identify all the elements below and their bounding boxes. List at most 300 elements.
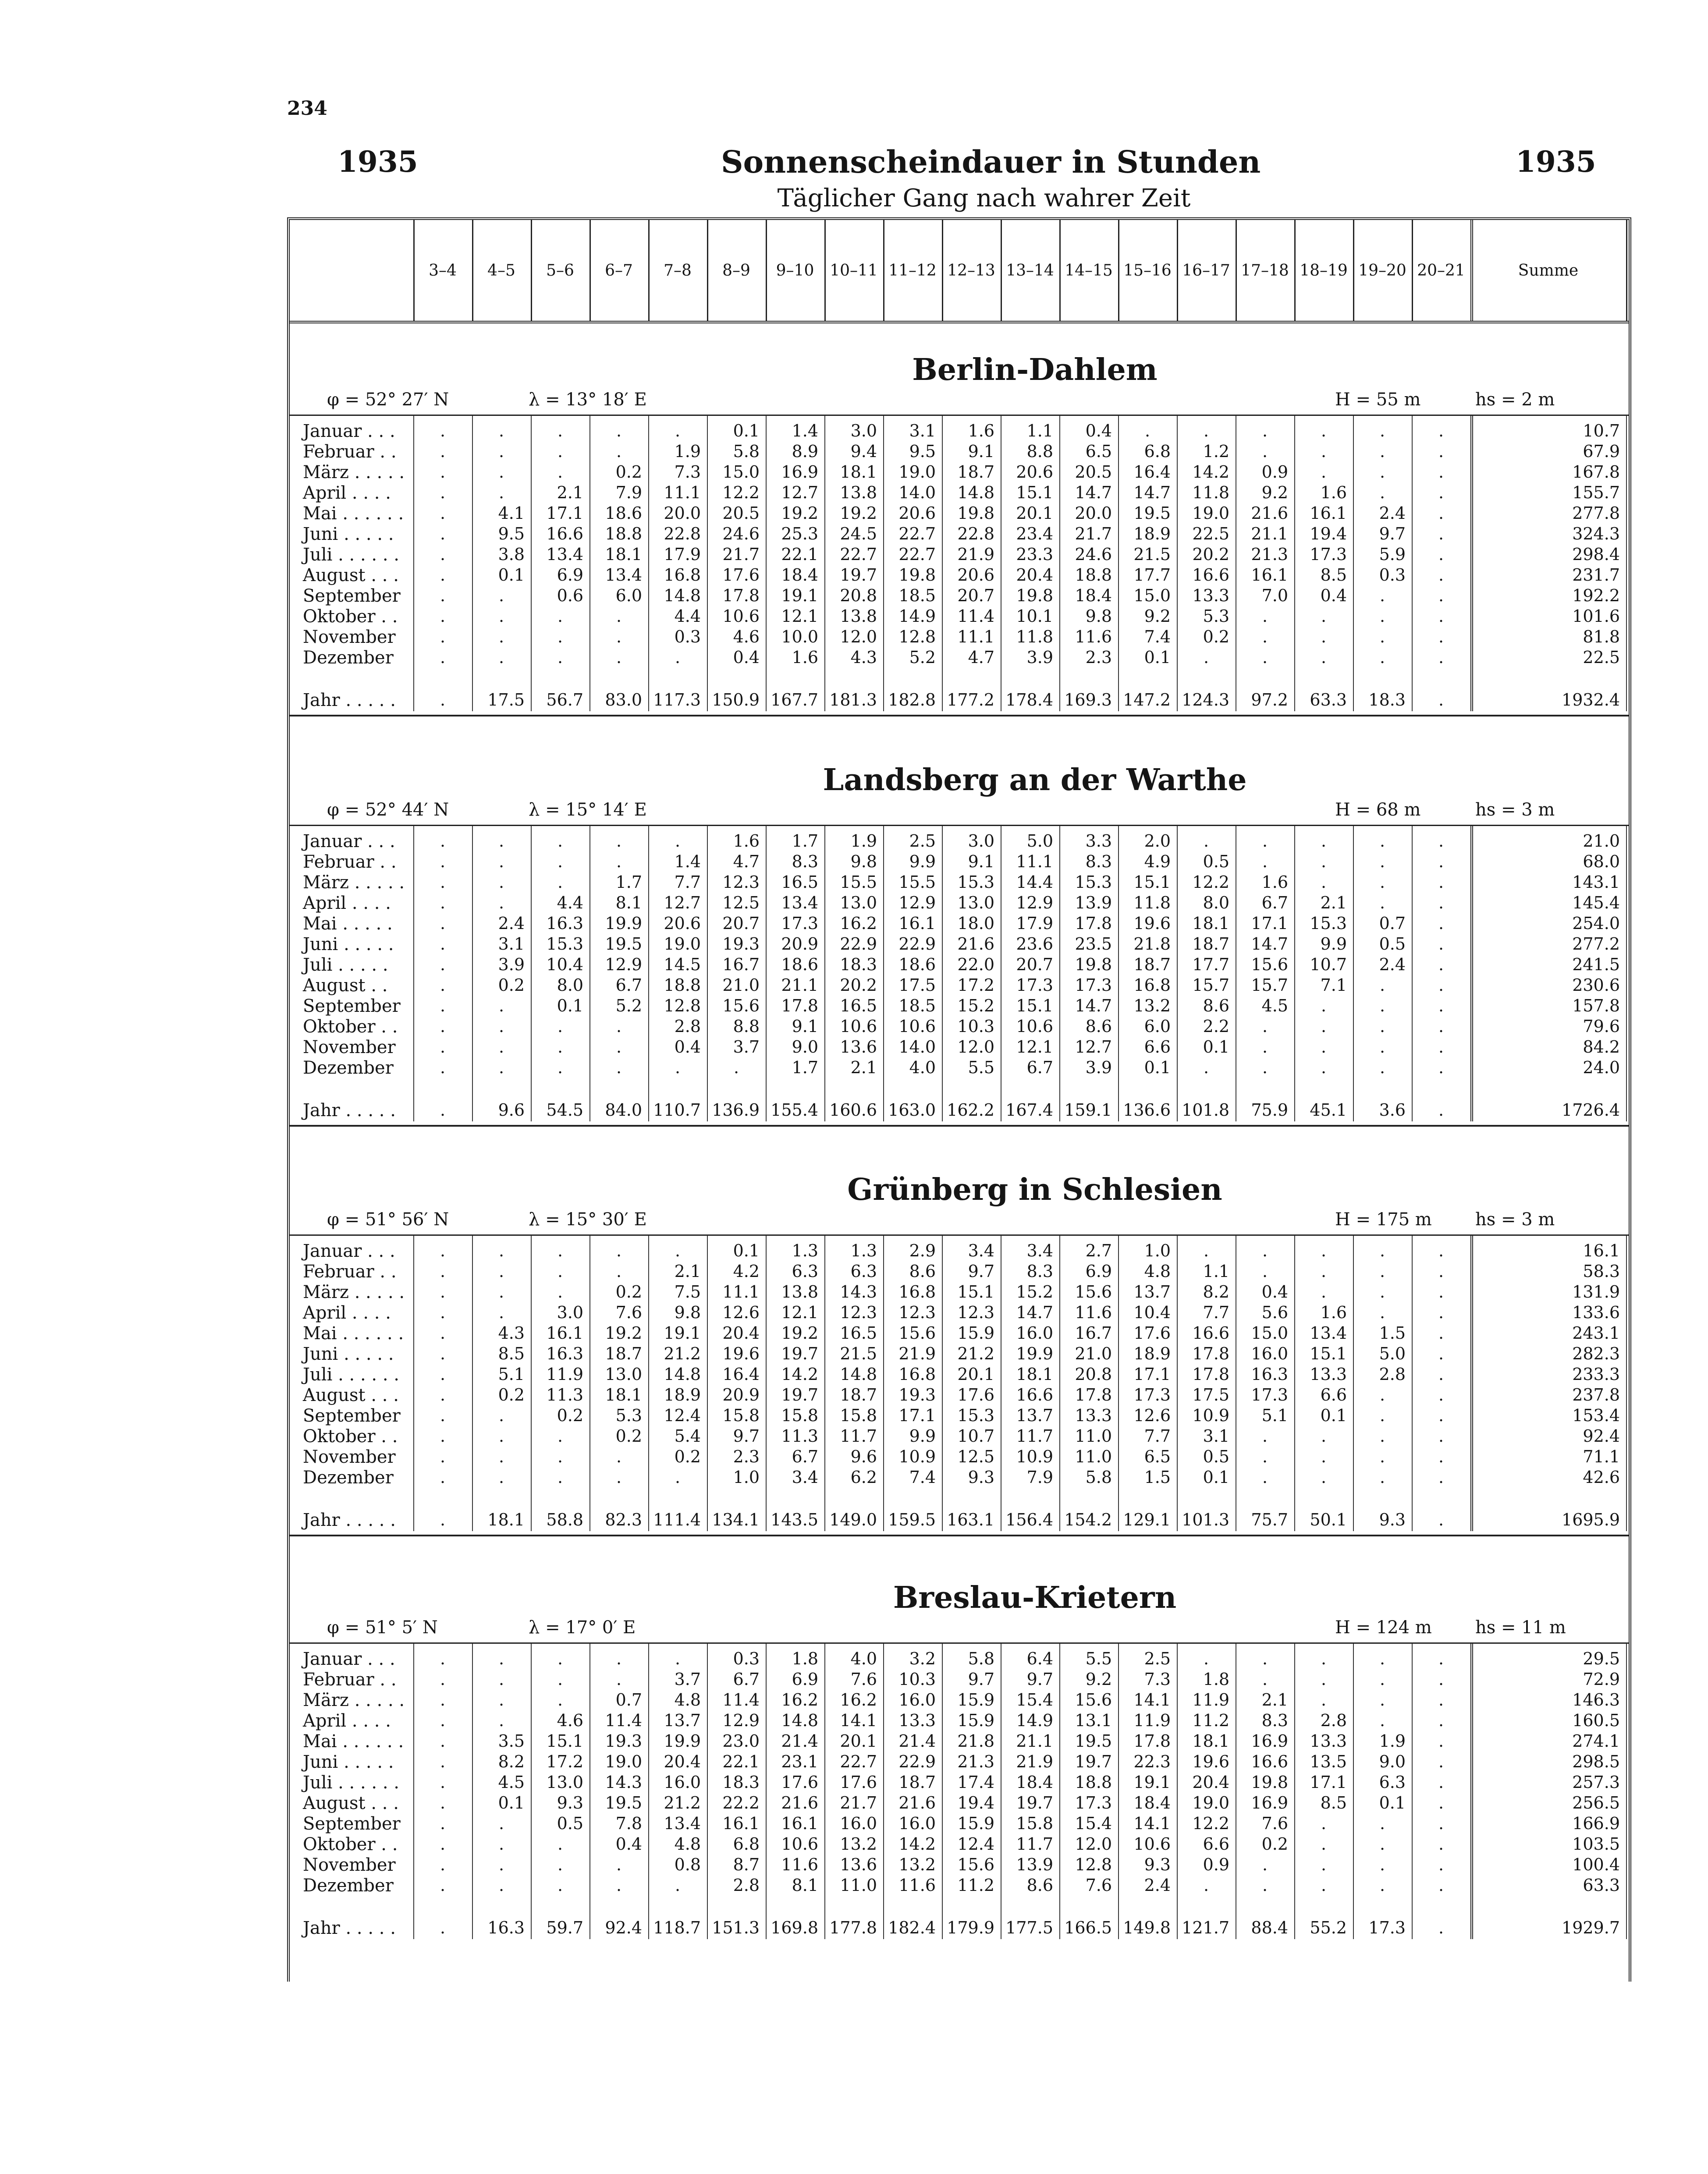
- table-cell: 15.1: [1016, 996, 1053, 1015]
- table-cell: 17.2: [546, 1752, 583, 1771]
- table-cell: .: [557, 442, 563, 461]
- section-separator: [290, 715, 1629, 716]
- column-header: 13–14: [1006, 261, 1054, 280]
- table-cell: 18.0: [957, 914, 994, 933]
- section-rule: [290, 1234, 1629, 1236]
- table-cell: 17.8: [1192, 1344, 1229, 1363]
- table-cell: 10.0: [781, 627, 818, 646]
- section-rule: [290, 415, 1629, 416]
- table-cell: .: [1379, 1406, 1385, 1425]
- table-cell: 230.6: [1572, 975, 1620, 995]
- table-cell: .: [1262, 852, 1268, 871]
- month-row: [290, 1344, 1629, 1365]
- table-cell: 15.6: [898, 1323, 936, 1343]
- table-cell: 19.8: [1251, 1773, 1288, 1792]
- table-cell: 10.7: [1583, 421, 1620, 440]
- table-cell: .: [1379, 1690, 1385, 1709]
- table-cell: 3.1: [1203, 1426, 1229, 1446]
- table-cell: 5.3: [1203, 606, 1229, 626]
- table-cell: 15.9: [957, 1690, 994, 1709]
- table-cell: .: [1438, 1323, 1444, 1343]
- table-cell: .: [616, 442, 622, 461]
- table-cell: 10.4: [1133, 1303, 1171, 1322]
- month-row: [290, 1752, 1629, 1773]
- table-cell: .: [440, 545, 446, 564]
- table-cell: .: [1262, 1426, 1268, 1446]
- table-cell: .: [440, 565, 446, 585]
- table-cell: .: [616, 1447, 622, 1466]
- table-cell: 13.0: [605, 1365, 642, 1384]
- table-cell: .: [1262, 1649, 1268, 1668]
- table-cell: 13.4: [1310, 1323, 1347, 1343]
- table-cell: 97.2: [1251, 690, 1288, 709]
- table-cell: 0.8: [674, 1855, 701, 1874]
- table-cell: 2.8: [1320, 1711, 1347, 1730]
- table-cell: 12.3: [898, 1303, 936, 1322]
- table-cell: .: [1379, 483, 1385, 502]
- column-header: 3–4: [429, 261, 457, 280]
- table-cell: 13.7: [1133, 1282, 1171, 1302]
- table-cell: 16.1: [722, 1814, 760, 1833]
- table-cell: .: [1379, 1241, 1385, 1260]
- table-cell: 19.9: [1016, 1344, 1053, 1363]
- month-row: [290, 1731, 1629, 1752]
- table-cell: 111.4: [653, 1510, 701, 1529]
- table-cell: 22.0: [957, 955, 994, 974]
- row-label: September: [303, 996, 401, 1016]
- table-cell: 14.8: [840, 1365, 877, 1384]
- table-cell: 10.6: [898, 1017, 936, 1036]
- table-cell: 13.3: [898, 1711, 936, 1730]
- table-cell: 7.0: [1261, 586, 1288, 605]
- table-cell: 11.2: [1192, 1711, 1229, 1730]
- table-cell: 12.9: [898, 893, 936, 912]
- table-cell: .: [1321, 1282, 1327, 1302]
- table-cell: 2.0: [1144, 831, 1171, 851]
- table-cell: 18.8: [1075, 565, 1112, 585]
- table-cell: 2.5: [1144, 1649, 1171, 1668]
- table-cell: 22.8: [957, 524, 994, 543]
- table-cell: .: [1262, 1058, 1268, 1077]
- table-cell: .: [1438, 1426, 1444, 1446]
- table-cell: 0.7: [615, 1690, 642, 1709]
- table-cell: 143.5: [771, 1510, 818, 1529]
- table-cell: 10.1: [1016, 606, 1053, 626]
- table-cell: 134.1: [712, 1510, 760, 1529]
- table-cell: .: [1262, 831, 1268, 851]
- table-cell: 103.5: [1572, 1834, 1620, 1854]
- table-cell: .: [557, 648, 563, 667]
- table-cell: 277.2: [1572, 934, 1620, 954]
- row-label: Mai . . . . . .: [303, 1731, 404, 1752]
- table-cell: 0.9: [1261, 462, 1288, 482]
- table-cell: 17.2: [957, 975, 994, 995]
- station-longitude: λ = 17° 0′ E: [529, 1617, 636, 1638]
- table-cell: 146.3: [1572, 1690, 1620, 1709]
- month-row: [290, 1303, 1629, 1323]
- month-row: [290, 627, 1629, 648]
- table-cell: 19.9: [664, 1731, 701, 1751]
- table-cell: 0.5: [1203, 852, 1229, 871]
- table-cell: 7.5: [674, 1282, 701, 1302]
- table-cell: .: [440, 1649, 446, 1668]
- table-cell: 13.9: [1016, 1855, 1053, 1874]
- table-cell: 14.7: [1075, 483, 1112, 502]
- table-cell: 8.6: [1026, 1876, 1053, 1895]
- year-left: 1935: [337, 145, 418, 179]
- table-cell: 1.5: [1379, 1323, 1406, 1343]
- table-cell: 15.3: [546, 934, 583, 954]
- page-subtitle: Täglicher Gang nach wahrer Zeit: [777, 184, 1191, 213]
- table-cell: .: [498, 893, 504, 912]
- table-cell: 20.4: [1192, 1773, 1229, 1792]
- table-cell: 19.2: [781, 1323, 818, 1343]
- table-cell: 21.9: [1016, 1752, 1053, 1771]
- table-cell: 15.5: [840, 872, 877, 892]
- table-cell: 0.2: [674, 1447, 701, 1466]
- table-cell: .: [440, 1876, 446, 1895]
- table-cell: 11.1: [957, 627, 994, 646]
- table-cell: 7.4: [1144, 627, 1171, 646]
- table-cell: 6.8: [1144, 442, 1171, 461]
- table-cell: 0.1: [498, 565, 525, 585]
- table-cell: 18.7: [605, 1344, 642, 1363]
- table-cell: .: [440, 996, 446, 1015]
- table-cell: 17.1: [1310, 1773, 1347, 1792]
- month-row: [290, 1241, 1629, 1262]
- page-number: 234: [287, 97, 327, 120]
- table-cell: .: [498, 1241, 504, 1260]
- table-cell: .: [1438, 1468, 1444, 1487]
- section-separator: [290, 1535, 1629, 1536]
- table-cell: 13.8: [781, 1282, 818, 1302]
- table-cell: 19.3: [722, 934, 760, 954]
- column-header: 15–16: [1123, 261, 1172, 280]
- table-cell: 0.6: [557, 586, 583, 605]
- table-cell: 17.9: [1016, 914, 1053, 933]
- table-cell: .: [440, 1918, 446, 1937]
- table-cell: 18.1: [1192, 1731, 1229, 1751]
- table-cell: .: [557, 1468, 563, 1487]
- column-header: 16–17: [1182, 261, 1230, 280]
- table-cell: 12.2: [1192, 1814, 1229, 1833]
- table-cell: 19.9: [605, 914, 642, 933]
- table-cell: 1.3: [792, 1241, 818, 1260]
- table-cell: 18.4: [1133, 1793, 1171, 1812]
- table-cell: 1.9: [674, 442, 701, 461]
- month-row: [290, 996, 1629, 1017]
- table-cell: 6.6: [1320, 1385, 1347, 1404]
- table-cell: .: [1379, 1670, 1385, 1689]
- table-cell: 177.2: [947, 690, 994, 709]
- table-cell: .: [1379, 1876, 1385, 1895]
- table-cell: 11.9: [546, 1365, 583, 1384]
- table-cell: 59.7: [546, 1918, 583, 1937]
- table-cell: 56.7: [546, 690, 583, 709]
- table-cell: 16.7: [722, 955, 760, 974]
- table-cell: .: [440, 1262, 446, 1281]
- table-cell: 19.2: [840, 504, 877, 523]
- table-cell: .: [1262, 442, 1268, 461]
- table-cell: 13.0: [840, 893, 877, 912]
- column-header: 14–15: [1065, 261, 1113, 280]
- table-cell: 9.7: [733, 1426, 760, 1446]
- table-cell: 256.5: [1572, 1793, 1620, 1812]
- table-cell: .: [1379, 852, 1385, 871]
- table-cell: 15.4: [1075, 1814, 1112, 1833]
- table-cell: 10.7: [957, 1426, 994, 1446]
- table-cell: 19.0: [898, 462, 936, 482]
- table-cell: 8.6: [909, 1262, 936, 1281]
- table-cell: 162.2: [947, 1100, 994, 1120]
- table-cell: 5.6: [1261, 1303, 1288, 1322]
- table-cell: 2.1: [557, 483, 583, 502]
- table-cell: 2.1: [674, 1262, 701, 1281]
- table-cell: 10.4: [546, 955, 583, 974]
- table-cell: 159.5: [888, 1510, 936, 1529]
- table-cell: .: [498, 483, 504, 502]
- table-cell: .: [557, 1855, 563, 1874]
- table-cell: 17.5: [487, 690, 525, 709]
- table-cell: 11.1: [722, 1282, 760, 1302]
- table-cell: .: [1203, 421, 1209, 440]
- table-cell: 2.4: [1379, 955, 1406, 974]
- table-cell: .: [1438, 1814, 1444, 1833]
- table-cell: 9.5: [909, 442, 936, 461]
- table-cell: .: [498, 1670, 504, 1689]
- table-cell: 4.3: [850, 648, 877, 667]
- table-cell: 11.8: [1192, 483, 1229, 502]
- table-cell: .: [1321, 1426, 1327, 1446]
- table-cell: .: [1438, 893, 1444, 912]
- table-cell: 6.9: [557, 565, 583, 585]
- table-cell: 68.0: [1583, 852, 1620, 871]
- table-cell: 21.7: [1075, 524, 1112, 543]
- table-cell: .: [440, 421, 446, 440]
- table-cell: 11.0: [1075, 1447, 1112, 1466]
- table-cell: 19.7: [781, 1344, 818, 1363]
- row-label: Februar . .: [303, 442, 397, 462]
- table-cell: 19.7: [1016, 1793, 1053, 1812]
- month-row: [290, 565, 1629, 586]
- table-cell: .: [1379, 1834, 1385, 1854]
- table-cell: .: [498, 1468, 504, 1487]
- table-cell: 136.9: [712, 1100, 760, 1120]
- table-cell: 21.3: [1251, 545, 1288, 564]
- table-cell: .: [440, 1241, 446, 1260]
- table-cell: 10.7: [1310, 955, 1347, 974]
- table-cell: 145.4: [1572, 893, 1620, 912]
- station-height: H = 175 m: [1335, 1209, 1432, 1230]
- table-cell: 13.6: [840, 1037, 877, 1057]
- year-total-row: [290, 1918, 1629, 1939]
- table-cell: 15.8: [840, 1406, 877, 1425]
- table-cell: 6.3: [850, 1262, 877, 1281]
- table-cell: 1.6: [792, 648, 818, 667]
- table-cell: 15.6: [957, 1855, 994, 1874]
- table-cell: 9.6: [850, 1447, 877, 1466]
- table-cell: 6.6: [1144, 1037, 1171, 1057]
- table-cell: 9.3: [968, 1468, 994, 1487]
- table-cell: .: [1262, 1447, 1268, 1466]
- table-cell: 15.1: [546, 1731, 583, 1751]
- row-label: September: [303, 586, 401, 606]
- table-cell: 16.3: [487, 1918, 525, 1937]
- table-cell: .: [1438, 1282, 1444, 1302]
- table-cell: 14.4: [1016, 872, 1053, 892]
- table-cell: .: [1438, 1262, 1444, 1281]
- table-cell: 9.7: [1026, 1670, 1053, 1689]
- table-cell: 18.3: [840, 955, 877, 974]
- table-cell: .: [498, 1649, 504, 1668]
- table-cell: 4.9: [1144, 852, 1171, 871]
- table-cell: .: [1379, 1282, 1385, 1302]
- table-cell: 19.6: [1133, 914, 1171, 933]
- table-cell: .: [557, 627, 563, 646]
- table-cell: 5.5: [968, 1058, 994, 1077]
- table-cell: 143.1: [1572, 872, 1620, 892]
- table-cell: 13.8: [840, 483, 877, 502]
- table-cell: .: [1262, 1876, 1268, 1895]
- table-cell: 167.7: [771, 690, 818, 709]
- table-cell: 6.7: [1026, 1058, 1053, 1077]
- table-cell: 19.8: [898, 565, 936, 585]
- table-cell: 22.3: [1133, 1752, 1171, 1771]
- table-cell: 92.4: [605, 1918, 642, 1937]
- table-cell: .: [440, 1058, 446, 1077]
- table-cell: 18.5: [898, 996, 936, 1015]
- table-cell: 22.1: [722, 1752, 760, 1771]
- table-cell: 9.2: [1261, 483, 1288, 502]
- table-cell: 12.8: [664, 996, 701, 1015]
- row-label: November: [303, 1855, 396, 1875]
- table-cell: 159.1: [1064, 1100, 1112, 1120]
- table-cell: .: [498, 586, 504, 605]
- table-cell: 14.1: [1133, 1814, 1171, 1833]
- table-cell: 16.3: [546, 1344, 583, 1363]
- table-cell: .: [1321, 1262, 1327, 1281]
- table-cell: 10.9: [1016, 1447, 1053, 1466]
- table-cell: 19.0: [1192, 504, 1229, 523]
- table-cell: .: [440, 1855, 446, 1874]
- table-cell: 16.2: [840, 1690, 877, 1709]
- table-cell: 23.3: [1016, 545, 1053, 564]
- table-cell: .: [1321, 627, 1327, 646]
- sunshine-table: [287, 217, 1631, 1982]
- table-cell: 3.8: [498, 545, 525, 564]
- table-cell: 12.1: [1016, 1037, 1053, 1057]
- table-cell: 19.7: [1075, 1752, 1112, 1771]
- table-cell: .: [1379, 1649, 1385, 1668]
- table-cell: 23.0: [722, 1731, 760, 1751]
- table-cell: .: [1203, 831, 1209, 851]
- table-cell: 21.7: [840, 1793, 877, 1812]
- table-cell: 166.9: [1572, 1814, 1620, 1833]
- table-cell: .: [557, 462, 563, 482]
- table-cell: 19.5: [1133, 504, 1171, 523]
- table-cell: .: [1438, 1037, 1444, 1057]
- month-row: [290, 1365, 1629, 1385]
- table-cell: .: [1438, 1876, 1444, 1895]
- table-cell: .: [440, 1814, 446, 1833]
- table-cell: 23.4: [1016, 524, 1053, 543]
- table-cell: 29.5: [1583, 1649, 1620, 1668]
- table-cell: 67.9: [1583, 442, 1620, 461]
- table-cell: 16.1: [898, 914, 936, 933]
- table-cell: 12.5: [722, 893, 760, 912]
- table-cell: .: [440, 1468, 446, 1487]
- row-label: Februar . .: [303, 1262, 397, 1282]
- table-cell: .: [440, 1365, 446, 1384]
- row-label: Juni . . . . .: [303, 1752, 394, 1772]
- table-cell: .: [616, 1468, 622, 1487]
- table-cell: 20.4: [664, 1752, 701, 1771]
- table-cell: 9.3: [1144, 1855, 1171, 1874]
- table-cell: .: [1262, 1241, 1268, 1260]
- table-cell: .: [440, 648, 446, 667]
- table-cell: 0.1: [733, 421, 760, 440]
- table-cell: .: [498, 1711, 504, 1730]
- table-cell: 19.1: [664, 1323, 701, 1343]
- table-cell: 19.6: [722, 1344, 760, 1363]
- table-cell: 24.6: [722, 524, 760, 543]
- table-cell: 3.9: [1026, 648, 1053, 667]
- table-cell: .: [1438, 648, 1444, 667]
- table-cell: 8.2: [498, 1752, 525, 1771]
- table-cell: .: [440, 1385, 446, 1404]
- table-cell: .: [1262, 1468, 1268, 1487]
- table-cell: 101.8: [1182, 1100, 1229, 1120]
- table-cell: .: [1321, 1447, 1327, 1466]
- table-cell: 1.6: [968, 421, 994, 440]
- table-cell: 4.0: [850, 1649, 877, 1668]
- table-cell: .: [1438, 1752, 1444, 1771]
- table-cell: .: [1438, 1834, 1444, 1854]
- table-cell: .: [440, 627, 446, 646]
- table-cell: .: [1321, 1468, 1327, 1487]
- table-cell: 42.6: [1583, 1468, 1620, 1487]
- table-cell: .: [1438, 442, 1444, 461]
- table-cell: .: [1203, 1876, 1209, 1895]
- table-cell: 14.7: [1251, 934, 1288, 954]
- table-cell: 22.9: [840, 934, 877, 954]
- table-cell: 18.7: [1133, 955, 1171, 974]
- table-cell: 16.4: [1133, 462, 1171, 482]
- header-column-divider: [1626, 220, 1627, 321]
- table-cell: 0.3: [1379, 565, 1406, 585]
- table-cell: 16.7: [1075, 1323, 1112, 1343]
- table-cell: 1.7: [615, 872, 642, 892]
- table-cell: 5.8: [733, 442, 760, 461]
- table-cell: .: [440, 1323, 446, 1343]
- table-cell: 14.8: [664, 586, 701, 605]
- table-cell: 155.7: [1572, 483, 1620, 502]
- table-cell: 58.8: [546, 1510, 583, 1529]
- table-cell: .: [616, 1876, 622, 1895]
- table-cell: 50.1: [1310, 1510, 1347, 1529]
- table-cell: 14.7: [1133, 483, 1171, 502]
- table-cell: 21.6: [957, 934, 994, 954]
- table-cell: .: [440, 852, 446, 871]
- row-label: April . . . .: [303, 893, 391, 913]
- year-total-row: [290, 690, 1629, 711]
- table-cell: .: [1379, 1814, 1385, 1833]
- table-cell: 2.1: [1261, 1690, 1288, 1709]
- table-cell: .: [1262, 1262, 1268, 1281]
- station-name: Berlin-Dahlem: [912, 352, 1158, 387]
- table-cell: 24.5: [840, 524, 877, 543]
- table-cell: 12.0: [840, 627, 877, 646]
